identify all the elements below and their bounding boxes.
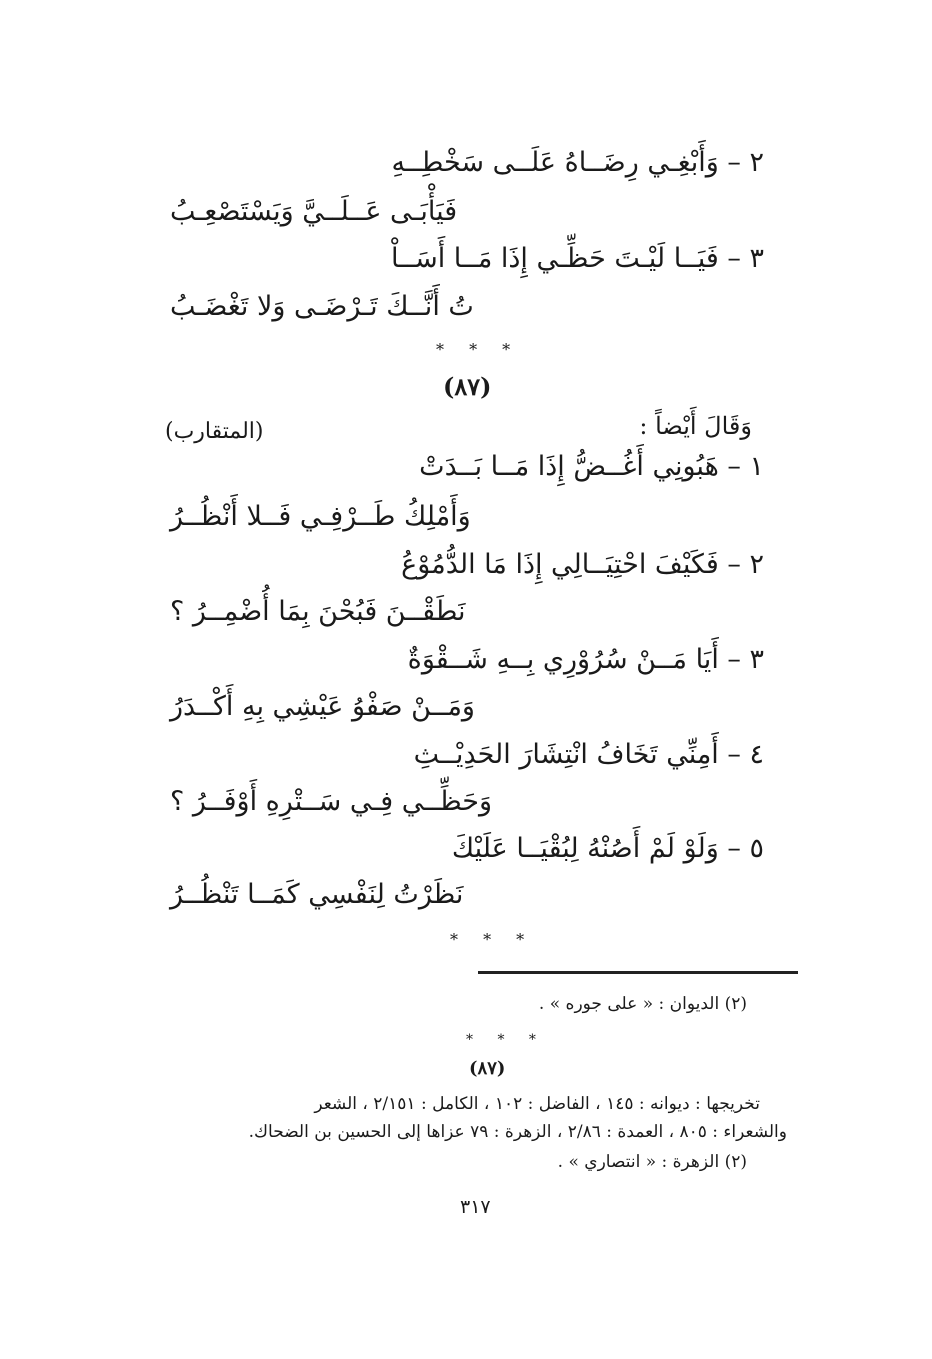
poem-number: (٨٧): [443, 372, 492, 401]
takhrij-line-1: تخريجها : ديوانه : ١٤٥ ، الفاضل : ١٠٢ ، الكامل : ٢/١٥١ ، الشعر: [314, 1094, 760, 1114]
verse-5-second-hemistich: نَظَرْتُ لِنَفْسِي كَمَــا تَنْظُــرُ: [170, 879, 464, 910]
footnote-poem-number: (٨٧): [469, 1058, 506, 1079]
section-separator: * * *: [450, 930, 535, 949]
verse-5-first-hemistich: ٥ – وَلَوْ لَمْ أَصُنْهُ لِبُقْيَــا عَلَيْكَ: [451, 833, 764, 864]
verse-3-second-hemistich: تُ أَنَّــكَ تَـرْضَـى وَلا تَغْضَـبُ: [170, 291, 474, 322]
footnote-separator: * * *: [466, 1032, 546, 1048]
verse-3-first-hemistich: ٣ – أَيَا مَــنْ سُرُوْرِي بِــهِ شَــقْوَةٌ: [407, 644, 764, 675]
footnote-2-top: (٢) الديوان : « على جوره » .: [538, 994, 747, 1014]
verse-3-first-hemistich: ٣ – فَيَــا لَيْـتَ حَظِّـي إِذَا مَــا أَسَــاْ: [391, 243, 764, 274]
verse-3-second-hemistich: وَمَــنْ صَفْوُ عَيْشِي بِهِ أَكْــدَرُ: [170, 691, 475, 722]
verse-2-second-hemistich: فَيَأْبَـى عَــلَــيَّ وَيَسْتَصْعِـبُ: [170, 196, 458, 227]
verse-1-first-hemistich: ١ – هَبُونِي أَغُــضُّ إِذَا مَــا بَــدَتْ: [419, 451, 764, 482]
poem-intro: وَقَالَ أَيْضاً :: [639, 412, 752, 440]
verse-2-second-hemistich: نَطَقْــنَ فَبُحْنَ بِمَا أُضْمِــرُ ؟: [170, 596, 466, 627]
section-separator: * * *: [436, 340, 521, 359]
verse-2-first-hemistich: ٢ – وَأَبْغِـي رِضَــاهُ عَلَــى سَخْطِــهِ: [391, 147, 764, 178]
poem-meter: (المتقارب): [165, 419, 264, 444]
takhrij-line-2: والشعراء : ٨٠٥ ، العمدة : ٢/٨٦ ، الزهرة : ٧٩ عزاها إلى الحسين بن الضحاك.: [248, 1122, 787, 1142]
verse-1-second-hemistich: وَأَمْلِكُ طَــرْفِـي فَــلا أَنْظُــرُ: [170, 501, 471, 532]
verse-2-first-hemistich: ٢ – فَكَيْفَ احْتِيَــالِي إِذَا مَا الدُّمُوْعُ: [401, 549, 764, 580]
verse-4-first-hemistich: ٤ – أَمِنِّي تَخَافُ انْتِشَارَ الحَدِيْــثِ: [413, 739, 764, 770]
footnote-2-bottom: (٢) الزهرة : « انتصاري » .: [557, 1152, 747, 1172]
page-number: ٣١٧: [460, 1196, 491, 1218]
verse-4-second-hemistich: وَحَظِّــي فِـي سَــتْرِهِ أَوْفَــرُ ؟: [170, 786, 492, 817]
footnote-rule: [478, 971, 798, 974]
